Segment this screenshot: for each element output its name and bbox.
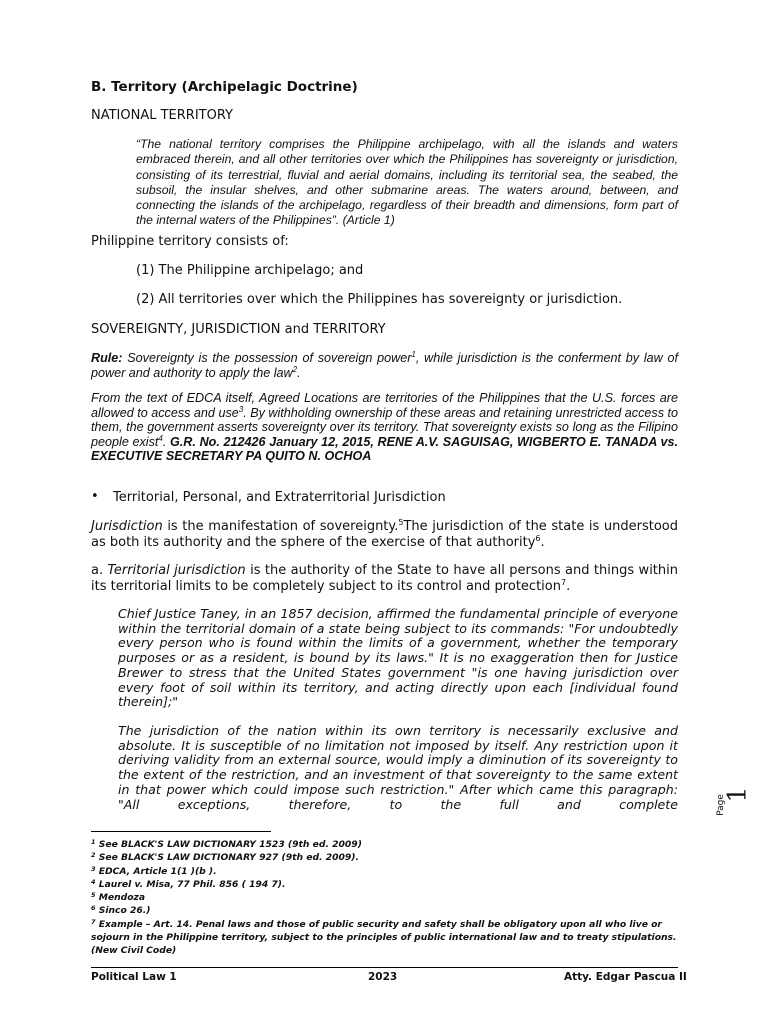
page-number-value: 1 <box>722 786 752 803</box>
footer-year: 2023 <box>368 971 398 983</box>
article-1-quote: “The national territory comprises the Philippine archipelago, with all the islands and waters embraced therein, and all other territories over which the Philippines has sovereignty or jurisdiction, consisting of its terrestrial, fluvial and aerial domains, including its territorial sea, the seabed, the subsoil, the insular shelves, and other submarine areas. The waters around, between, and connecting the islands of the archipelago, regardless of their breadth and dimensions, form part of the internal waters of the Philippines”. (Article 1) <box>136 137 678 228</box>
footnote: $^7$ Example – Art. 14. Penal laws and those of public security and safety shall be obligatory upon all who live or sojourn in the Philippine territory, subject to the principles of public international law and to treaty stipulations. (New Civil Code) <box>91 917 677 957</box>
footnote: $^4$ Laurel v. Misa, 77 Phil. 856 ( 194 7). <box>91 877 286 890</box>
footer-course: Political Law 1 <box>91 971 177 983</box>
rule-label: Rule: <box>91 351 123 365</box>
page-label: Page <box>715 794 726 816</box>
case-citation: G.R. No. 212426 January 12, 2015, RENE A.V. SAGUISAG, WIGBERTO E. TANADA vs. EXECUTIVE SECRETARY PA QUITO N. OCHOA <box>91 434 679 463</box>
list-item: (1) The Philippine archipelago; and <box>136 263 364 278</box>
footer-divider <box>91 967 678 968</box>
rule-paragraph: Rule: Sovereignty is the possession of sovereign power$^1$, while jurisdiction is the conferment by law of power and authority to apply the law$^2$. <box>91 350 679 380</box>
footnote: $^1$ See BLACK'S LAW DICTIONARY 1523 (9th ed. 2009) <box>91 838 362 850</box>
footer-author: Atty. Edgar Pascua II <box>564 971 687 983</box>
footnote-divider <box>91 831 271 832</box>
heading-national-territory: NATIONAL TERRITORY <box>91 108 233 123</box>
footnote: $^6$ Sinco 26.) <box>91 904 151 917</box>
bullet-icon: • <box>91 489 99 504</box>
heading-sovereignty: SOVEREIGNTY, JURISDICTION and TERRITORY <box>91 322 386 337</box>
taney-quote: Chief Justice Taney, in an 1857 decision, affirmed the fundamental principle of everyone within the territorial domain of a state being subject to its commands: "For undoubtedly every person who is found within the limits of a government, whether the temporary purposes or as a resident, is bound by its laws." It is no exaggeration then for Justice Brewer to stress that the United States government "is one having jurisdiction over every foot of soil within its territory, and acting directly upon each [individual found therein];" <box>118 606 678 710</box>
footnote: $^3$ EDCA, Article 1(1 )(b ). <box>91 864 217 877</box>
jurisdiction-paragraph: Jurisdiction is the manifestation of sovereignty.$^5$The jurisdiction of the state is understood as both its authority and the sphere of the exercise of that authority$^6$. <box>91 518 679 550</box>
footnotes <box>91 838 691 958</box>
exclusive-jurisdiction-quote: The jurisdiction of the nation within its own territory is necessarily exclusive and absolute. It is susceptible of no limitation not imposed by itself. Any restriction upon it deriving validity from an external source, would imply a diminution of its sovereignty to the extent of the restriction, and an investment of that sovereignty to the same extent in that power which could impose such restriction." After which came this paragraph: "All exceptions, therefore, to the full and complete <box>118 723 678 812</box>
section-title: B. Territory (Archipelagic Doctrine) <box>91 79 358 95</box>
footnote: $^5$ Mendoza <box>91 891 146 904</box>
document-page: B. Territory (Archipelagic Doctrine) NATIONAL TERRITORY “The national territory comprises the Philippine archipelago, with all the islands and waters embraced therein, and all other territories over which the Philippines has sovereignty or jurisdiction, consisting of its terrestrial, fluvial and aerial domains, including its territorial sea, the seabed, the subsoil, the insular shelves, and other submarine areas. The waters around, between, and connecting the islands of the archipelago, regardless of their breadth and dimensions, form part of the internal waters of the Philippines”. (Article 1) Philippine territory consists of: (1) The Philippine archipelago; and (2) All territories over which the Philippines has sovereignty or jurisdiction. SOVEREIGNTY, JURISDICTION and TERRITORY Rule: Sovereignty is the possession of sovereign power$^1$, while jurisdiction is the conferment by law of power and authority to apply the law$^2$. From the text of EDCA itself, Agreed Locations are territories of the Philippines that the U.S. forces are allowed to access and use$^3$. By withholding ownership of these areas and retaining unrestricted access to them, the government asserts sovereignty over its territory. That sovereignty exists so long as the Filipino people exist$^4$. G.R. No. 212426 January 12, 2015, RENE A.V. SAGUISAG, WIGBERTO E. TANADA vs. EXECUTIVE SECRETARY PA QUITO N. OCHOA • Territorial, Personal, and Extraterritorial Jurisdiction Jurisdiction is the manifestation of sovereignty.$^5$The jurisdiction of the state is understood as both its authority and the sphere of the exercise of that authority$^6$. a. Territorial jurisdiction is the authority of the State to have all persons and things within its territorial limits to be completely subject to its control and protection$^7$. Chief Justice Taney, in an 1857 decision, affirmed the fundamental principle of everyone within the territorial domain of a state being subject to its commands: "For undoubtedly every person who is found within the limits of a government, whether the temporary purposes or as a resident, is bound by its laws." It is no exaggeration then for Justice Brewer to stress that the United States government "is one having jurisdiction over every foot of soil within its territory, and acting directly upon each [individual found therein];" The jurisdiction of the nation within its own territory is necessarily exclusive and absolute. It is susceptible of no limitation not imposed by itself. Any restriction upon it deriving validity from an external source, would imply a diminution of its sovereignty to the extent of the restriction, and an investment of that sovereignty to the same extent in that power which could impose such restriction." After which came this paragraph: "All exceptions, therefore, to the full and complete Page 1 $^1$ See BLACK'S LAW DICTIONARY 1523 (9th ed. 2009) $^2$ See BLACK'S LAW DICTIONARY 927 (9th ed. 2009). $^3$ EDCA, Article 1(1 )(b ). $^4$ Laurel v. Misa, 77 Phil. 856 ( 194 7). $^5$ Mendoza $^6$ Sinco 26.) $^7$ Example – Art. 14. Penal laws and those of public security and safety shall be obligatory upon all who live or sojourn in the Philippine territory, subject to the principles of public international law and to treaty stipulations. (New Civil Code) Political Law 1 2023 Atty. Edgar Pascua II <box>91 79 752 983</box>
territorial-jurisdiction-paragraph: a. Territorial jurisdiction is the authority of the State to have all persons and things within its territorial limits to be completely subject to its control and protection$^7$. <box>91 563 678 594</box>
page-number <box>715 784 752 826</box>
consists-of-text: Philippine territory consists of: <box>91 234 289 249</box>
footnote: $^2$ See BLACK'S LAW DICTIONARY 927 (9th ed. 2009). <box>91 851 360 864</box>
list-item: (2) All territories over which the Philippines has sovereignty or jurisdiction. <box>136 292 623 307</box>
edca-paragraph: From the text of EDCA itself, Agreed Locations are territories of the Philippines that the U.S. forces are allowed to access and use$^3$. By withholding ownership of these areas and retaining unrestricted access to them, the government asserts sovereignty over its territory. That sovereignty exists so long as the Filipino people exist$^4$. G.R. No. 212426 January 12, 2015, RENE A.V. SAGUISAG, WIGBERTO E. TANADA vs. EXECUTIVE SECRETARY PA QUITO N. OCHOA <box>91 391 679 463</box>
